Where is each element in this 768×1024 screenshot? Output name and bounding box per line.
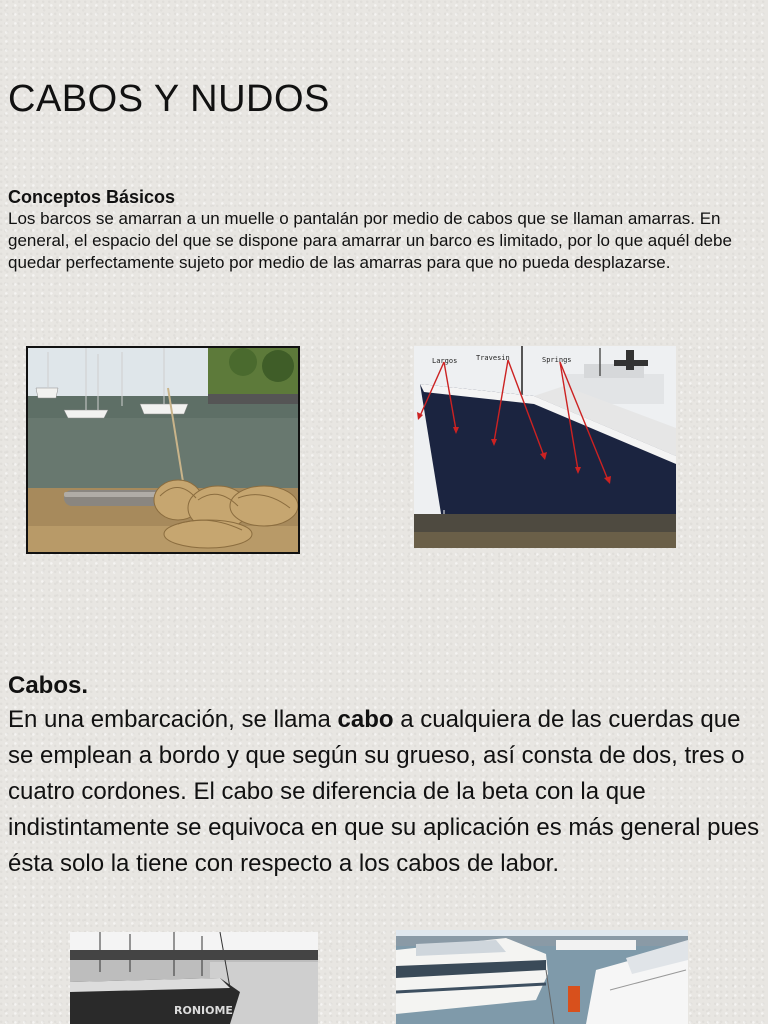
cabos-body [8, 702, 764, 882]
ship-mooring-photo [414, 346, 676, 548]
cabos-text-after: a cualquiera de las cuerdas que se emplean a bordo y que según su grueso, así consta de dos, tres o cuatro cordones. El cabo se diferencia de la beta con la que indistintamente se equivoca en que su aplicación es más general pues ésta solo la tiene con respecto a los cabos de labor. [8, 706, 760, 877]
cabos-text-before: En una embarcación, se llama [8, 706, 338, 733]
motorboat-photo [396, 930, 688, 1024]
cabos-section [8, 670, 764, 882]
marina-rope-photo [26, 346, 300, 554]
cabos-emphasis: cabo [337, 706, 394, 733]
cabos-heading: Cabos. [8, 672, 89, 699]
concepts-section [8, 186, 760, 274]
concepts-heading: Conceptos Básicos [8, 187, 176, 207]
travesin-label: Travesin [476, 354, 510, 362]
hull-text: RONIOME [174, 1004, 233, 1017]
page-title: CABOS Y NUDOS [8, 78, 330, 120]
largos-label: Largos [432, 357, 458, 365]
sailboat-bw-photo [70, 932, 318, 1024]
concepts-body: Los barcos se amarran a un muelle o pantalán por medio de cabos que se llaman amarras. En general, el espacio del que se dispone para amarrar un barco es limitado, por lo que aquél debe quedar perfectamente sujeto por medio de las amarras para que no pueda desplazarse. [8, 209, 732, 272]
springs-label: Springs [542, 356, 572, 364]
